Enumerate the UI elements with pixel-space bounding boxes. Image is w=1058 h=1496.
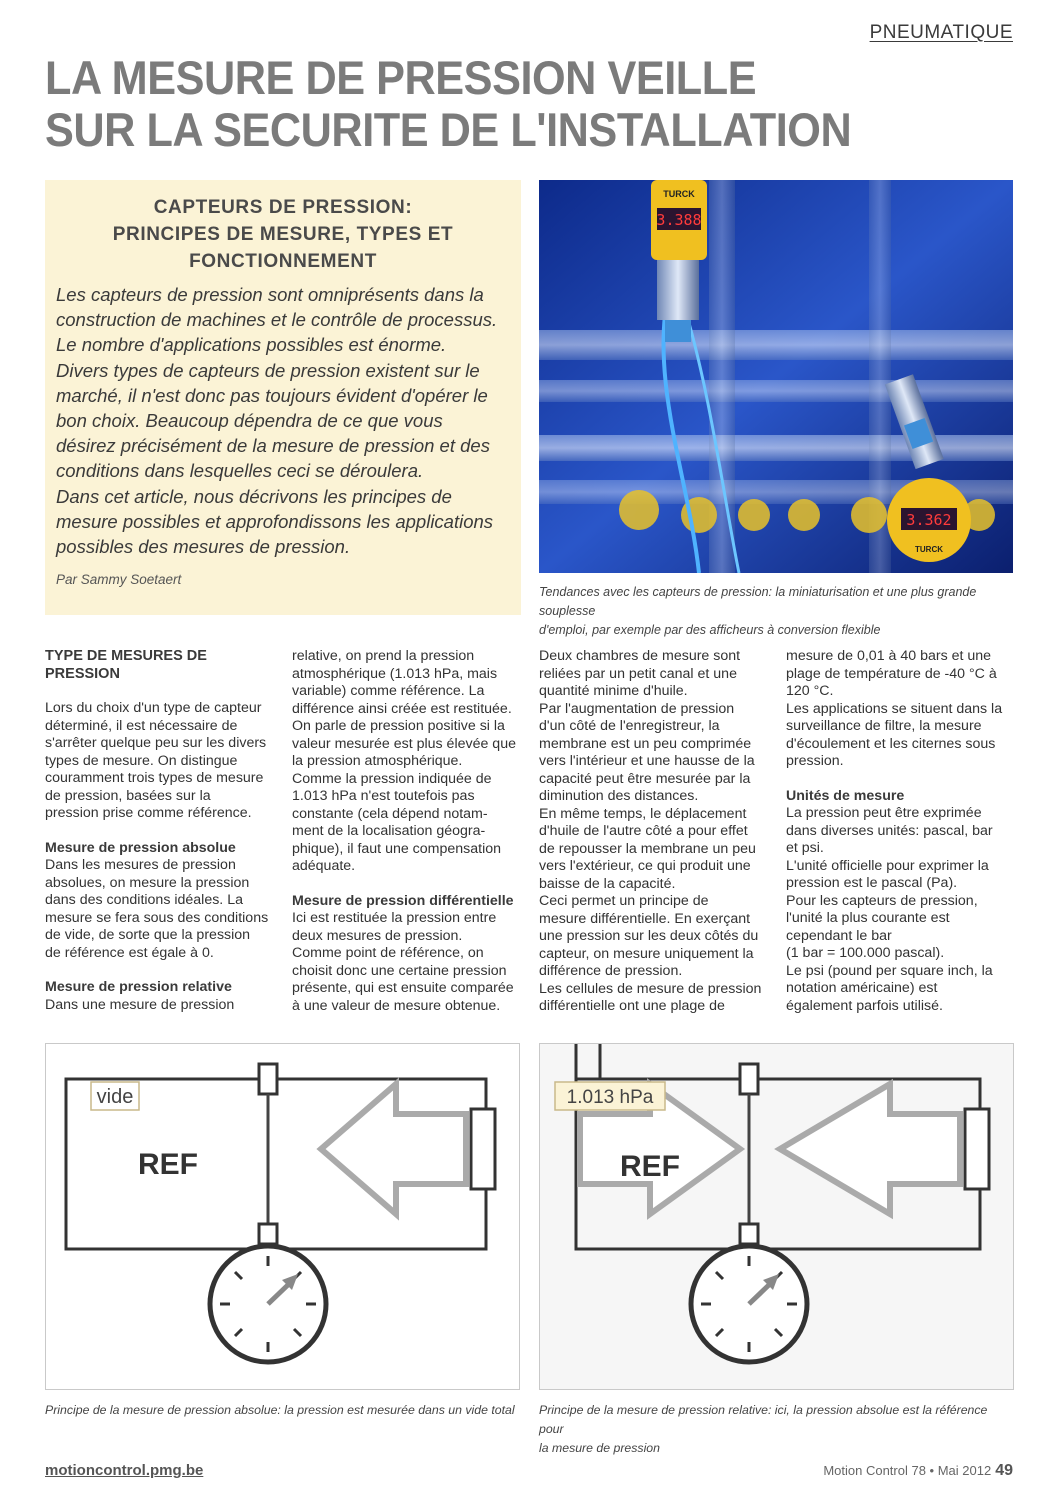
paragraph-gap [45, 823, 275, 840]
intro-title-line: PRINCIPES DE MESURE, TYPES ET [112, 224, 454, 245]
body-line: de référence est égale à 0. [45, 944, 214, 961]
intro-title-line: FONCTIONNEMENT [189, 251, 377, 272]
body-line: couramment trois types de mesure [45, 770, 264, 786]
body-line: capteur, on mesure uniquement la [539, 945, 754, 962]
body-line: 1.013 hPa n'est toutefois pas [292, 788, 475, 804]
intro-text [56, 282, 516, 559]
photo-caption-line: d'emploi, par exemple par des afficheurs à conversion flexible [539, 623, 881, 637]
intro-line: construction de machines et le contrôle de processus. [56, 309, 498, 331]
sensor-display-bottom: 3.362 [906, 511, 952, 529]
body-line: Par l'augmentation de pression [539, 700, 735, 717]
body-line: Les applications se situent dans la [786, 700, 1003, 717]
body-line: mesure se fera sous des conditions [45, 909, 269, 926]
body-line: différence de pression. [539, 963, 683, 979]
body-line: On parle de pression positive si la [292, 718, 505, 734]
body-line: reliées par un petit canal et une [539, 665, 737, 682]
title-line-1: LA MESURE DE PRESSION VEILLE [45, 51, 757, 104]
relative-caption-line: Principe de la mesure de pression relative: ici, la pression absolue est la référence pour [539, 1403, 988, 1436]
paragraph-gap [45, 683, 275, 700]
intro-title [45, 194, 521, 275]
body-line: constante (cela dépend notam- [292, 805, 488, 822]
body-line: variable) comme référence. La [292, 683, 485, 699]
subheading: Mesure de pression absolue [45, 839, 236, 856]
page-title [45, 52, 947, 156]
absolute-pressure-diagram [45, 1043, 520, 1390]
relative-diagram-caption [539, 1401, 1014, 1458]
body-line: l'unité la plus courante est [786, 910, 950, 926]
subheading: Mesure de pression relative [45, 979, 232, 995]
body-line: vers l'intérieur et une hausse de la [539, 753, 755, 769]
body-line: pression est le pascal (Pa). [786, 875, 958, 891]
body-line: L'unité officielle pour exprimer la [786, 857, 989, 874]
sensor-photo-illustration [539, 180, 1013, 573]
body-line: également parfois utilisé. [786, 997, 943, 1014]
body-line: La pression peut être exprimée [786, 805, 982, 821]
body-line: quantité minime d'huile. [539, 683, 688, 699]
body-line: absolues, on mesure la pression [45, 874, 250, 891]
body-line: s'arrêter quelque peu sur les divers [45, 735, 267, 751]
section-label: PNEUMATIQUE [869, 22, 1013, 43]
body-line: En même temps, le déplacement [539, 805, 747, 822]
subheading: PRESSION [45, 665, 120, 682]
body-line: pression prise comme référence. [45, 805, 252, 821]
intro-line: marché, il n'est donc pas toujours évident d'opérer le [56, 384, 488, 406]
body-line: une pression sur les deux côtés du [539, 928, 759, 944]
body-line: présente, qui est ensuite comparée [292, 980, 514, 996]
sensor-brand-bottom: TURCK [915, 545, 943, 554]
body-line: phique), il faut une compensation [292, 840, 502, 857]
text-column-4 [786, 648, 1016, 1015]
intro-line: Le nombre d'applications possibles est énorme. [56, 334, 447, 356]
body-line: mesure différentielle. En exerçant [539, 910, 751, 927]
body-line: Ici est restituée la pression entre [292, 910, 497, 926]
body-line: diminution des distances. [539, 788, 699, 804]
subheading: Unités de mesure [786, 787, 905, 804]
body-line: Pour les capteurs de pression, [786, 892, 978, 909]
website-link[interactable]: motioncontrol.pmg.be [45, 1462, 204, 1479]
body-line: de repousser la membrane un peu [539, 840, 756, 857]
sensor-photo [539, 180, 1013, 573]
body-line: ment de la localisation géogra- [292, 823, 486, 839]
intro-line: conditions dans lesquelles ceci se déroulera. [56, 460, 424, 482]
subheading: Mesure de pression différentielle [292, 892, 514, 909]
relative-pressure-diagram [539, 1043, 1014, 1390]
body-line: déterminé, il est nécessaire de [45, 717, 238, 734]
ref-label: REF [620, 1150, 680, 1183]
body-line: valeur mesurée est plus élevée que [292, 735, 516, 752]
body-line: d'un côté de l'enregistreur, la [539, 718, 720, 734]
relative-diagram-drawing [540, 1044, 1014, 1390]
body-line: et psi. [786, 840, 824, 856]
body-line: notation américaine) est [786, 980, 938, 996]
text-column-1 [45, 648, 275, 1014]
body-line: baisse de la capacité. [539, 875, 676, 892]
paragraph-gap [786, 771, 1016, 788]
title-line-2: SUR LA SECURITE DE L'INSTALLATION [45, 103, 852, 156]
author-byline: Par Sammy Soetaert [56, 572, 182, 587]
body-line: cependant le bar [786, 927, 892, 944]
body-line: surveillance de filtre, la mesure [786, 718, 982, 734]
body-line: mesure de 0,01 à 40 bars et une [786, 648, 992, 664]
atmospheric-pressure-label: 1.013 hPa [566, 1087, 654, 1108]
body-line: Les cellules de mesure de pression [539, 980, 762, 997]
paragraph-gap [45, 962, 275, 979]
intro-line: mesure possibles et approfondissons les applications [56, 510, 494, 532]
intro-line: désirez précisément de la mesure de pression et des [56, 435, 490, 457]
body-line: 120 °C. [786, 683, 834, 699]
intro-box [45, 180, 521, 615]
issue-info: Motion Control 78 • Mai 2012 [823, 1463, 992, 1478]
text-column-2 [292, 648, 522, 1015]
subheading: TYPE DE MESURES DE [45, 648, 207, 664]
body-line: la pression atmosphérique. [292, 753, 463, 769]
intro-title-line: CAPTEURS DE PRESSION: [153, 197, 413, 218]
body-line: Le psi (pound per square inch, la [786, 962, 993, 979]
intro-line: Divers types de capteurs de pression existent sur le [56, 359, 480, 381]
sensor-display-top: 3.388 [656, 211, 702, 229]
body-line: dans diverses unités: pascal, bar [786, 822, 993, 839]
relative-caption-line: la mesure de pression [539, 1441, 660, 1455]
body-line: différence ainsi créée est restituée. [292, 700, 512, 717]
body-line: Dans une mesure de pression [45, 996, 235, 1013]
page-number: 49 [995, 1462, 1013, 1479]
photo-caption-line: Tendances avec les capteurs de pression: la miniaturisation et une plus grande souplesse [539, 585, 977, 618]
body-line: de vide, de sorte que la pression [45, 927, 251, 943]
body-line: dans des conditions idéales. La [45, 892, 243, 908]
intro-line: possibles des mesures de pression. [56, 536, 351, 558]
body-line: Ceci permet un principe de [539, 893, 709, 909]
paragraph-gap [292, 876, 522, 893]
photo-caption [539, 583, 1013, 640]
body-line: Deux chambres de mesure sont [539, 648, 741, 664]
body-line: plage de température de -40 °C à [786, 665, 997, 682]
body-line: d'écoulement et les citernes sous [786, 735, 996, 752]
intro-line: bon choix. Beaucoup dépendra de ce que vous [56, 410, 443, 432]
ref-label: REF [138, 1148, 198, 1181]
body-line: Comme point de référence, on [292, 945, 484, 961]
body-line: types de mesure. On distingue [45, 752, 238, 769]
body-line: (1 bar = 100.000 pascal). [786, 945, 945, 961]
body-line: d'huile de l'autre côté a pour effet [539, 823, 748, 839]
body-line: adéquate. [292, 858, 356, 874]
absolute-diagram-caption: Principe de la mesure de pression absolue: la pression est mesurée dans un vide total [45, 1403, 515, 1417]
body-line: Comme la pression indiquée de [292, 770, 492, 787]
body-line: Dans les mesures de pression [45, 857, 236, 873]
footer-issue [823, 1462, 1013, 1480]
intro-line: Dans cet article, nous décrivons les principes de [56, 485, 452, 507]
text-column-3 [539, 648, 769, 1016]
body-line: différentielle ont une plage de [539, 998, 725, 1014]
body-line: vers l'extérieur, ce qui produit une [539, 858, 751, 874]
body-line: pression. [786, 753, 844, 769]
sensor-brand-top: TURCK [663, 189, 695, 199]
body-line: capacité peut être mesurée par la [539, 770, 751, 787]
body-line: Lors du choix d'un type de capteur [45, 700, 262, 716]
body-line: atmosphérique (1.013 hPa, mais [292, 665, 498, 682]
vacuum-label: vide [96, 1086, 134, 1108]
body-line: choisit donc une certaine pression [292, 962, 507, 979]
body-line: membrane est un peu comprimée [539, 735, 752, 752]
body-line: à une valeur de mesure obtenue. [292, 997, 501, 1014]
intro-line: Les capteurs de pression sont omniprésents dans la [56, 284, 484, 305]
body-line: relative, on prend la pression [292, 648, 475, 664]
body-line: deux mesures de pression. [292, 927, 463, 944]
absolute-diagram-drawing [46, 1044, 520, 1390]
body-line: de pression, basées sur la [45, 787, 211, 804]
